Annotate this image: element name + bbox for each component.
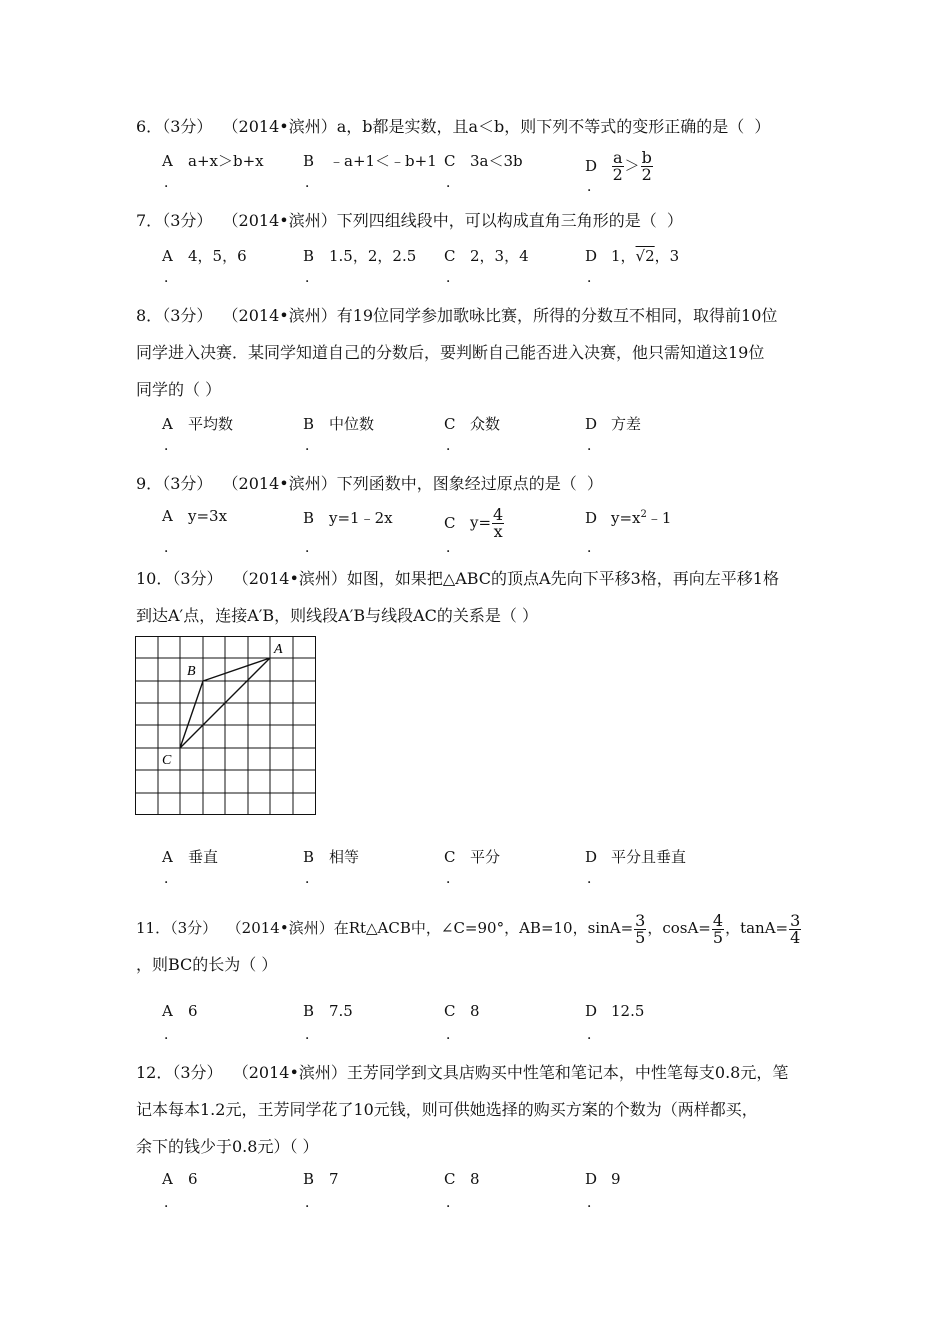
option-c[interactable]: C y= $\frac{4}{x}$ ． xyxy=(444,505,504,556)
options-11 xyxy=(162,1002,802,1042)
option-d[interactable]: D 9 ． xyxy=(585,1170,621,1211)
question-9 xyxy=(136,465,816,502)
option-a[interactable]: A 6 ． xyxy=(162,1002,198,1043)
option-c[interactable]: C 8 ． xyxy=(444,1002,480,1043)
question-number: 7． xyxy=(136,211,163,230)
option-a[interactable]: A 6 ． xyxy=(162,1170,198,1211)
option-a[interactable]: A 垂直 ． xyxy=(162,848,219,887)
question-8: 8．（3分） （2014•滨州）有19位同学参加歌咏比赛，所得的分数互不相同，取得前10位 同学进入决赛．某同学知道自己的分数后，要判断自己能否进入决赛，他只需知道这19位 同学的（ ） xyxy=(136,306,778,399)
option-c[interactable]: C 8 ． xyxy=(444,1170,480,1211)
question-12: 12．（3分） （2014•滨州）王芳同学到文具店购买中性笔和笔记本，中性笔每支0.8元，笔 记本每本1.2元，王芳同学花了10元钱，则可供她选择的购买方案的个数为（两样都买， 余下的钱少于0.8元）（ ） xyxy=(136,1063,789,1156)
fraction: $\frac{a}{2}$ xyxy=(612,148,623,184)
option-d[interactable]: D 12.5 ． xyxy=(585,1002,645,1043)
fraction: $\frac{3}{5}$ xyxy=(635,910,646,947)
fraction: $\frac{4}{5}$ xyxy=(712,910,724,947)
option-b[interactable]: B 相等 ． xyxy=(303,848,360,887)
question-number: 6． xyxy=(136,117,163,136)
option-d[interactable]: D 1，√2，3 ． xyxy=(585,247,680,286)
option-d[interactable]: D $y=x^2﹣1$ ． xyxy=(585,509,672,556)
option-b[interactable]: B ﹣a+1＜﹣b+1 ． xyxy=(303,152,437,191)
option-c[interactable]: C 3a＜3b ． xyxy=(444,152,523,191)
question-text: （3分） （2014•滨州）下列函数中，图象经过原点的是（ ） xyxy=(162,474,603,493)
options-12 xyxy=(162,1170,802,1210)
options-9 xyxy=(162,505,802,556)
fraction: $\frac{3}{4}$ xyxy=(790,910,801,947)
option-a[interactable]: A a+x＞b+x ． xyxy=(162,152,264,191)
question-number: 12． xyxy=(136,1063,173,1082)
label-c: C xyxy=(162,753,172,768)
question-number: 11． xyxy=(136,919,171,937)
label-a: A xyxy=(274,642,283,657)
question-11: 11．（3分） （2014•滨州）在Rt△ACB中，∠C=90°，AB=10，sinA= $\frac{3}{5}$ ，cosA= $\frac{4}{5}$ ，tanA= $\frac{3}{4}$ ，则BC的长为（ ） xyxy=(136,910,801,974)
option-a[interactable]: A 平均数 ． xyxy=(162,415,234,454)
option-c[interactable]: C 众数 ． xyxy=(444,415,501,454)
sqrt: √2 xyxy=(635,247,655,265)
option-b[interactable]: B y=1﹣2x ． xyxy=(303,509,393,556)
grid-figure xyxy=(135,636,316,815)
option-c[interactable]: C 2，3，4 ． xyxy=(444,247,529,286)
option-b[interactable]: B 中位数 ． xyxy=(303,415,375,454)
question-number: 10． xyxy=(136,569,173,588)
option-b[interactable]: B 7.5 ． xyxy=(303,1002,353,1043)
option-a[interactable]: A 4，5，6 ． xyxy=(162,247,247,286)
question-number: 9． xyxy=(136,474,163,493)
question-7 xyxy=(136,202,816,239)
question-6 xyxy=(136,108,816,145)
option-d[interactable]: D 方差 ． xyxy=(585,415,642,454)
option-a[interactable]: A y=3x ． xyxy=(162,507,228,556)
options-10 xyxy=(162,846,802,886)
question-10: 10．（3分） （2014•滨州）如图，如果把△ABC的顶点A先向下平移3格，再向左平移1格 到达A′点，连接A′B，则线段A′B与线段AC的关系是（ ） xyxy=(136,569,779,625)
option-c[interactable]: C 平分 ． xyxy=(444,848,501,887)
fraction: $\frac{b}{2}$ xyxy=(641,148,652,184)
triangle-figure xyxy=(135,636,316,815)
question-text: （3分） （2014•滨州）下列四组线段中，可以构成直角三角形的是（ ） xyxy=(162,211,683,230)
option-d[interactable]: D 平分且垂直 ． xyxy=(585,848,687,887)
question-text: （3分） （2014•滨州）a，b都是实数，且a＜b，则下列不等式的变形正确的是（ ） xyxy=(162,117,771,136)
option-b[interactable]: B 1.5，2，2.5 ． xyxy=(303,247,417,286)
question-number: 8． xyxy=(136,306,163,325)
options-8 xyxy=(162,413,802,453)
label-b: B xyxy=(187,664,196,679)
options-7 xyxy=(162,245,802,285)
option-d[interactable]: D $\frac{a}{2}$ ＞ $\frac{b}{2}$ ． xyxy=(585,148,652,195)
fraction: $\frac{4}{x}$ xyxy=(493,505,504,541)
option-b[interactable]: B 7 ． xyxy=(303,1170,339,1211)
options-6 xyxy=(162,148,802,195)
